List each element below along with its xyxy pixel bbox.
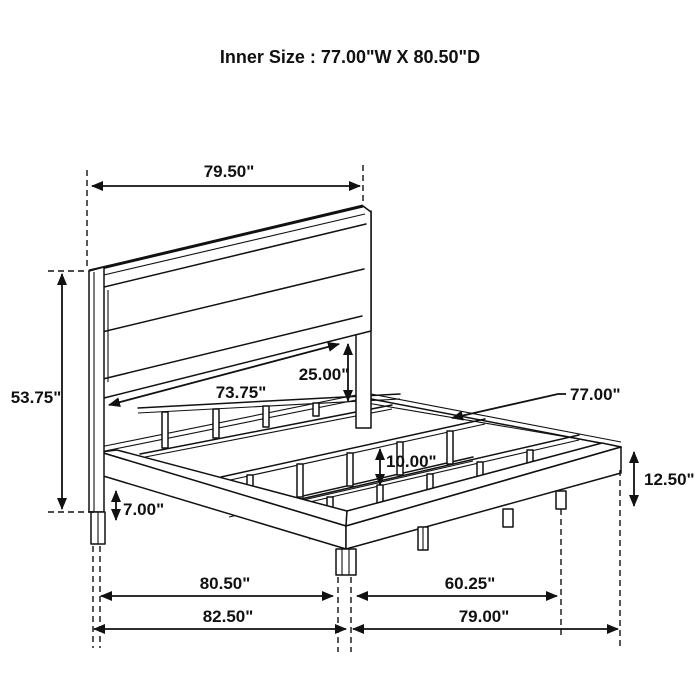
dim-label: 82.50" — [202, 607, 254, 626]
dim-label: 73.75" — [215, 383, 267, 402]
dim-slat-length — [452, 385, 621, 418]
dim-footboard-height — [634, 452, 695, 506]
bed-frame — [100, 443, 621, 549]
dim-inner-depth — [101, 574, 333, 596]
dim-label: 10.00" — [386, 452, 437, 471]
dim-label: 12.50" — [644, 470, 695, 489]
dim-label: 60.25" — [444, 574, 496, 593]
dim-label: 80.50" — [199, 574, 251, 593]
dim-footboard-inner-width — [357, 574, 557, 596]
head-rail-edge — [100, 398, 366, 452]
dim-label: 77.00" — [570, 385, 621, 404]
center-support-leg-3 — [556, 491, 566, 509]
dim-label: 7.00" — [123, 500, 165, 519]
dim-front-leg-height — [116, 491, 164, 520]
dim-headboard-outer-width — [92, 162, 360, 186]
dim-label: 25.00" — [298, 365, 350, 384]
headboard-left-post — [89, 267, 104, 512]
dim-label: 53.75" — [10, 388, 62, 407]
foot-front-corner-leg — [336, 549, 356, 575]
center-support-leg-2 — [503, 509, 513, 527]
page-title: Inner Size : 77.00"W X 80.50"D — [219, 47, 481, 67]
slat-spacers — [162, 403, 319, 448]
dim-outer-width — [353, 607, 618, 629]
dim-headboard-height — [11, 274, 62, 509]
dim-label: 79.00" — [458, 607, 510, 626]
dim-label: 79.50" — [203, 162, 255, 181]
dim-leader-line — [452, 394, 566, 418]
dim-outer-depth — [94, 607, 346, 629]
